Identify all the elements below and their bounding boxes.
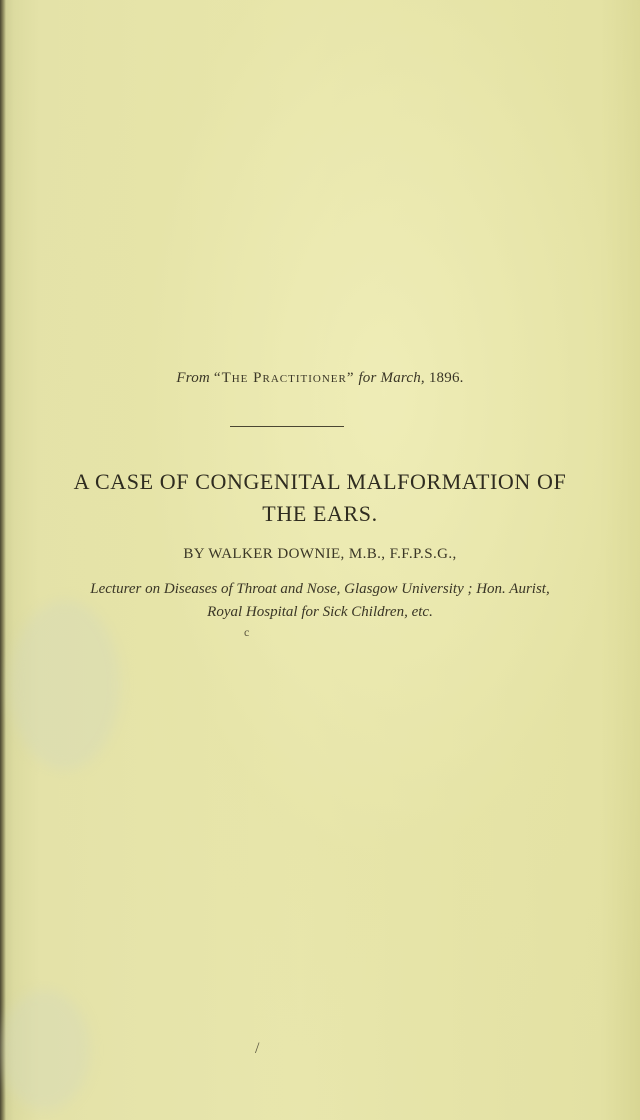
source-middle: for [358, 370, 377, 386]
document-title [0, 466, 640, 530]
stray-mark-c: c [244, 625, 250, 639]
source-prefix: From [176, 370, 210, 386]
affiliation-line-1: Lecturer on Diseases of Throat and Nose, Glasgow University ; Hon. Aurist, [90, 581, 550, 597]
divider-rule [230, 426, 344, 427]
source-year: 1896. [428, 370, 464, 386]
title-line-1: A CASE OF CONGENITAL MALFORMATION OF [73, 469, 567, 494]
paper-stain [0, 990, 90, 1110]
author-byline: BY WALKER DOWNIE, M.B., F.F.P.S.G., [183, 546, 457, 562]
source-publication: “The Practitioner” [213, 370, 355, 386]
author-affiliation [0, 578, 640, 624]
affiliation-line-2: Royal Hospital for Sick Children, etc. [207, 604, 433, 620]
stray-mark-slash: / [255, 1040, 260, 1057]
source-month: March, [380, 370, 425, 386]
title-line-2: THE EARS. [262, 501, 378, 526]
source-citation [0, 370, 640, 387]
paper-stain [10, 600, 120, 770]
